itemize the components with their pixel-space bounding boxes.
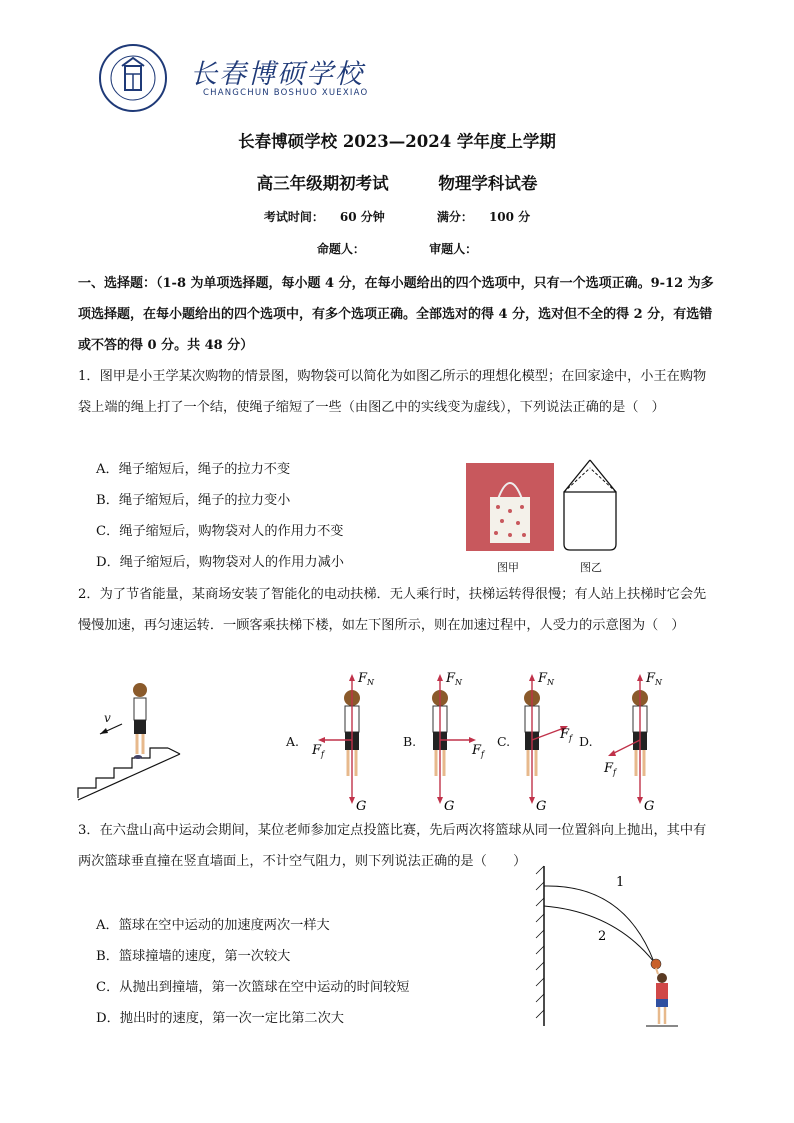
g-label: G: [644, 799, 655, 813]
force-diagram-b: [410, 668, 500, 813]
basketball-trajectory-diagram: [534, 862, 684, 1034]
svg-text:Ff: [603, 761, 618, 777]
force-diagram-c: [504, 668, 584, 813]
exam-title: 长春博硕学校 2023—2024 学年度上学期: [238, 132, 556, 151]
time-value: 60 分钟: [339, 210, 385, 224]
fn-sub: N: [455, 678, 463, 687]
path-1: [544, 886, 654, 962]
grade-label: 高三年级期初考试: [256, 174, 389, 193]
reviewer-label: 审题人：: [429, 242, 478, 256]
score-label: 满分：: [436, 210, 473, 224]
ff-label: F: [560, 727, 570, 742]
fn-sub: N: [547, 678, 555, 687]
school-seal-icon: [96, 44, 176, 114]
ff-sub: f: [321, 750, 324, 759]
q1-option-c: C．绳子缩短后，购物袋对人的作用力不变: [96, 524, 344, 539]
svg-text:FN: [445, 671, 463, 687]
fn-label: F: [538, 671, 548, 686]
fn-label: F: [358, 671, 368, 686]
g-label: G: [356, 799, 367, 813]
ff-label: F: [604, 761, 614, 776]
person-figure-icon: [133, 683, 147, 759]
ff-sub: f: [481, 750, 484, 759]
basketball-player-icon: [651, 959, 668, 1024]
force-diagram-d: [596, 668, 676, 813]
exam-subtitle: [0, 170, 794, 194]
question-2-stem: 2．为了节省能量，某商场安装了智能化的电动扶梯．无人乘行时，扶梯运转得很慢；有人站上扶梯时它会先慢慢加速，再匀速运转．一顾客乘扶梯下楼，如左下图所示，则在加速过程中，人受力的示意图为（ ）: [78, 587, 707, 633]
school-name-cn: 长春博硕学校: [190, 59, 364, 90]
path-1-label: 1: [616, 875, 625, 890]
q1-option-b: B．绳子缩短后，绳子的拉力变小: [96, 493, 291, 508]
choice-c-letter: C.: [497, 734, 511, 749]
ff-label: F: [312, 743, 322, 758]
score-value: 100 分: [488, 210, 531, 224]
ff-sub: f: [569, 734, 572, 743]
exam-authors: [0, 240, 794, 257]
svg-text:FN: [645, 671, 663, 687]
exam-meta: [0, 208, 794, 225]
path-2-label: 2: [598, 929, 607, 944]
section-heading: 一、选择题：（1-8 为单项选择题，每小题 4 分，在每小题给出的四个选项中，只有一个选项正确。9-12 为多项选择题，在每小题给出的四个选项中，有多个选项正确。全部选对的得 4 分，选对但不全的得 2 分，有选错或不答的得 0 分。共 48 分）: [78, 276, 714, 353]
fn-sub: N: [367, 678, 375, 687]
svg-text:Ff: [311, 743, 326, 759]
velocity-label: v: [104, 711, 111, 725]
g-label: G: [536, 799, 547, 813]
q3-option-c: C．从抛出到撞墙，第一次篮球在空中运动的时间较短: [96, 980, 410, 995]
choice-b-letter: B.: [403, 734, 417, 749]
q1-option-a: A．绳子缩短后，绳子的拉力不变: [96, 462, 291, 477]
shopping-bag-photo: [466, 463, 554, 551]
svg-text:FN: [357, 671, 375, 687]
svg-text:Ff: [559, 727, 574, 743]
figure-b-caption: 图乙: [580, 561, 602, 574]
school-name-en: CHANGCHUN BOSHUO XUEXIAO: [203, 88, 369, 98]
question-1-stem: 1．图甲是小王学某次购物的情景图，购物袋可以简化为如图乙所示的理想化模型；在回家途中，小王在购物袋上端的绳上打了一个结，使绳子缩短了一些（由图乙中的实线变为虚线），下列说法正确的是（ ）: [78, 369, 707, 415]
tote-bag-icon: [466, 463, 554, 551]
time-label: 考试时间：: [263, 210, 324, 224]
fn-sub: N: [655, 678, 663, 687]
fn-label: F: [446, 671, 456, 686]
choice-a-letter: A.: [286, 734, 300, 749]
author-label: 命题人：: [316, 242, 365, 256]
q3-option-d: D．抛出时的速度，第一次一定比第二次大: [96, 1011, 344, 1026]
figure-a-caption: 图甲: [497, 561, 519, 574]
g-label: G: [444, 799, 455, 813]
q3-option-a: A．篮球在空中运动的加速度两次一样大: [96, 918, 330, 933]
choice-d-letter: D.: [579, 734, 593, 749]
bag-model-diagram: [560, 456, 620, 556]
question-3-stem: 3．在六盘山高中运动会期间，某位老师参加定点投篮比赛，先后两次将篮球从同一位置斜向上抛出，其中有两次篮球垂直撞在竖直墙面上，不计空气阻力，则下列说法正确的是（ ）: [78, 823, 707, 869]
force-diagram-a: [300, 668, 390, 813]
svg-text:FN: [537, 671, 555, 687]
q3-option-b: B．篮球撞墙的速度，第一次较大: [96, 949, 291, 964]
escalator-diagram: [76, 678, 186, 804]
fn-label: F: [646, 671, 656, 686]
subject-label: 物理学科试卷: [438, 174, 538, 193]
ff-label: F: [472, 743, 482, 758]
svg-text:Ff: [471, 743, 486, 759]
q1-option-d: D．绳子缩短后，购物袋对人的作用力减小: [96, 555, 344, 570]
ff-sub: f: [613, 768, 616, 777]
